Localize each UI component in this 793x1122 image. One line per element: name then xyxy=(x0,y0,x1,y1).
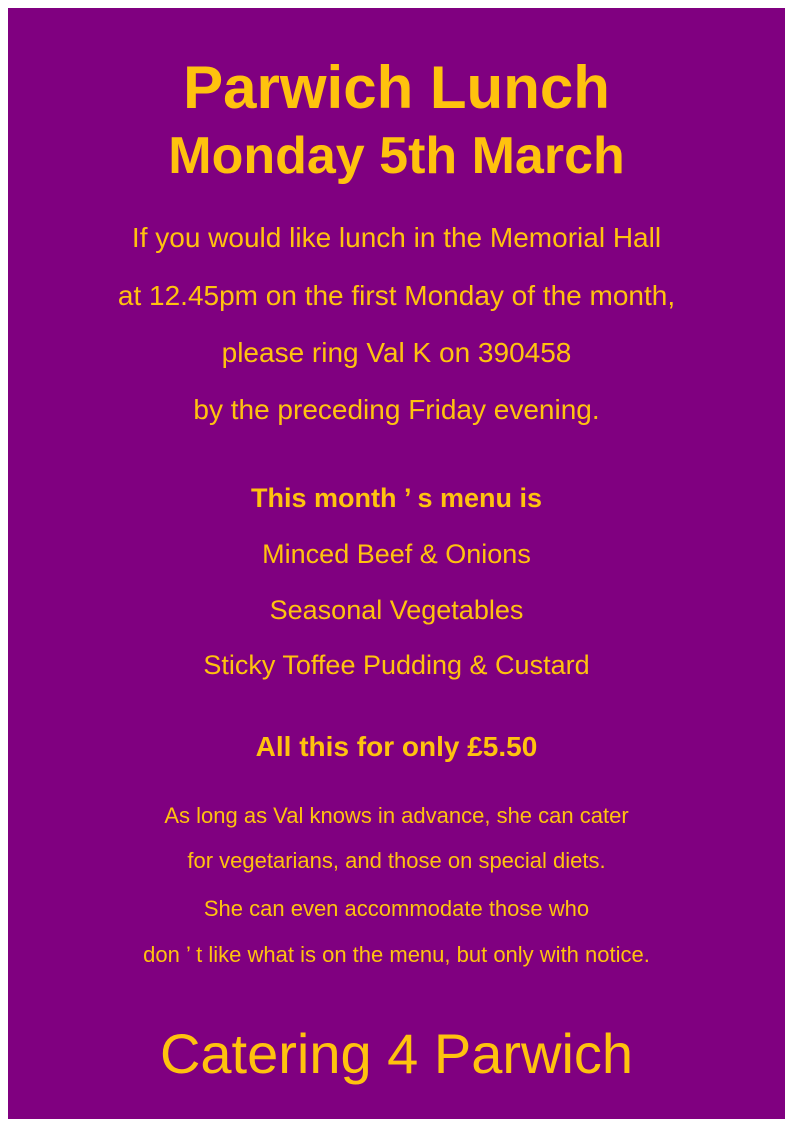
intro-line: by the preceding Friday evening. xyxy=(193,394,600,425)
poster-title: Parwich Lunch xyxy=(183,54,610,121)
note-line: She can even accommodate those who xyxy=(203,896,590,921)
intro-line: If you would like lunch in the Memorial Hall xyxy=(131,222,662,253)
intro-line: please ring Val K on 390458 xyxy=(221,337,572,368)
menu-item: Sticky Toffee Pudding & Custard xyxy=(203,650,590,680)
intro-line: at 12.45pm on the first Monday of the month, xyxy=(117,280,676,311)
note-line: don ’ t like what is on the menu, but only with notice. xyxy=(143,942,650,967)
menu-item: Seasonal Vegetables xyxy=(269,595,524,625)
footer-organizer: Catering 4 Parwich xyxy=(159,1022,634,1085)
menu-heading: This month ’ s menu is xyxy=(250,483,543,513)
lunch-poster xyxy=(8,8,785,1119)
note-line: for vegetarians, and those on special diets. xyxy=(187,848,606,873)
menu-item: Minced Beef & Onions xyxy=(262,539,531,569)
note-line: As long as Val knows in advance, she can cater xyxy=(164,803,629,828)
event-date: Monday 5th March xyxy=(168,127,625,185)
price-line: All this for only £5.50 xyxy=(255,731,538,762)
